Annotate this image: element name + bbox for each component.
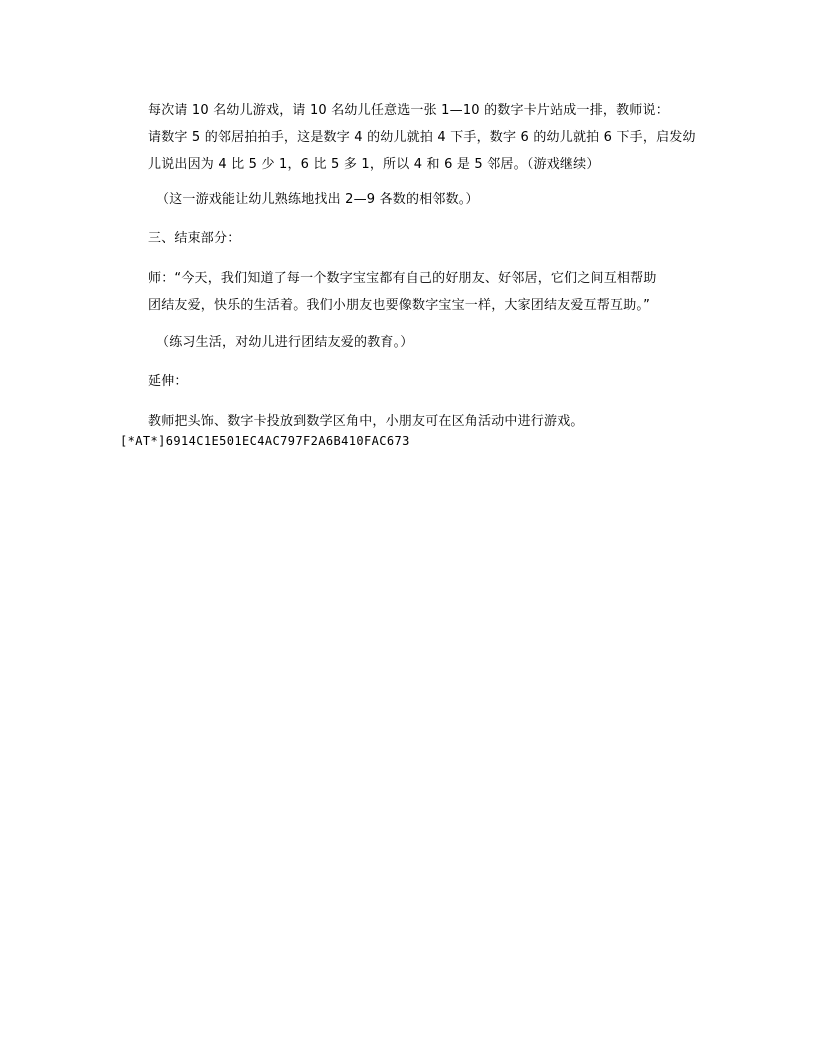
- text-line: 请数字 5 的邻居拍拍手，这是数字 4 的幼儿就拍 4 下手，数字 6 的幼儿就拍 6 下手，启发幼: [148, 130, 696, 145]
- text-line: （这一游戏能让幼儿熟练地找出 2—9 各数的相邻数。）: [156, 192, 479, 207]
- section-heading-extension: [120, 368, 700, 395]
- paragraph-education-note: [120, 329, 700, 356]
- text-line: 师：“今天，我们知道了每一个数字宝宝都有自己的好朋友、好邻居，它们之间互相帮助: [148, 271, 657, 286]
- text-line: 团结友爱，快乐的生活着。我们小朋友也要像数字宝宝一样，大家团结友爱互帮互助。”: [148, 298, 651, 313]
- heading-text: 三、结束部分：: [148, 231, 241, 246]
- section-heading-ending: [120, 225, 700, 252]
- paragraph-extension: [120, 408, 700, 435]
- heading-text: 延伸：: [148, 374, 188, 389]
- paragraph-teacher-speech: [120, 265, 700, 319]
- footer-code: [*AT*]6914C1E501EC4AC797F2A6B410FAC673: [120, 434, 410, 448]
- text-line: （练习生活，对幼儿进行团结友爱的教育。）: [156, 335, 414, 350]
- text-line: 每次请 10 名幼儿游戏，请 10 名幼儿任意选一张 1—10 的数字卡片站成一排，教师说：: [148, 103, 669, 118]
- text-line: 教师把头饰、数字卡投放到数学区角中，小朋友可在区角活动中进行游戏。: [148, 414, 584, 429]
- paragraph-game-note: [120, 186, 700, 213]
- paragraph-game-instructions: [120, 97, 700, 178]
- text-line: 儿说出因为 4 比 5 少 1，6 比 5 多 1，所以 4 和 6 是 5 邻居。（游戏继续）: [148, 157, 600, 172]
